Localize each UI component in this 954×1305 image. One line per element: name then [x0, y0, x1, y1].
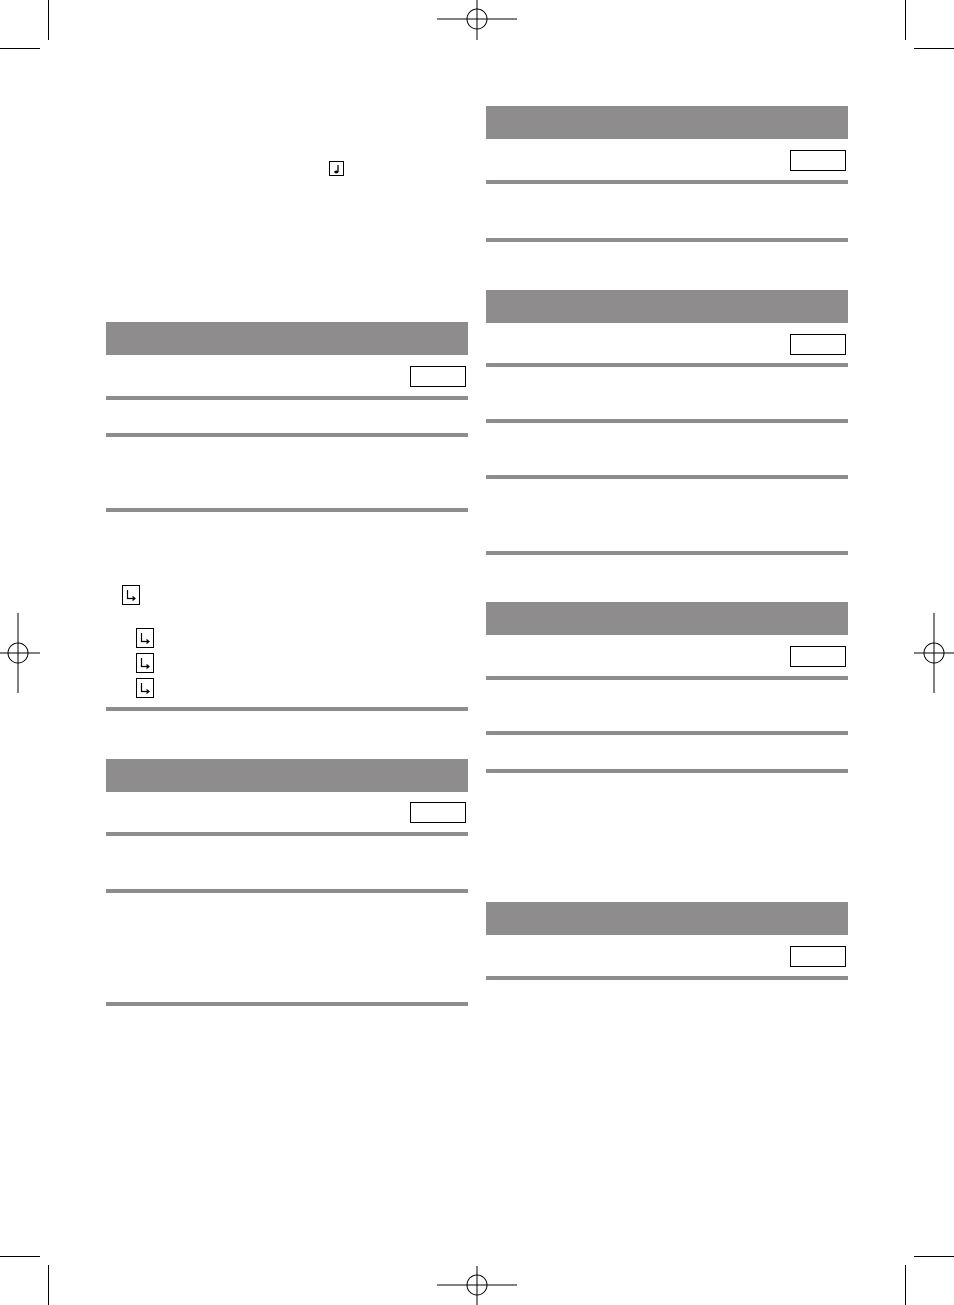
- section-rule: [486, 475, 848, 479]
- section-rule: [486, 731, 848, 735]
- crop-mark-top-left-v: [48, 0, 49, 40]
- crop-mark-bottom-right-v: [905, 1265, 906, 1305]
- section-rule: [486, 551, 848, 555]
- section-header-bar-3: [486, 106, 848, 139]
- section-rule: [106, 707, 468, 711]
- section-rule: [486, 419, 848, 423]
- label-box-3: [790, 150, 846, 171]
- label-box-6: [790, 946, 846, 967]
- return-arrow-icon: [136, 678, 154, 698]
- section-rule: [486, 676, 848, 680]
- section-rule: [106, 508, 468, 512]
- crop-mark-top-right-h: [914, 48, 954, 49]
- section-rule: [106, 1002, 468, 1006]
- registration-mark-left: [0, 613, 40, 693]
- return-arrow-icon: [136, 628, 154, 648]
- section-rule: [486, 238, 848, 242]
- label-box-5: [790, 646, 846, 667]
- section-rule: [106, 433, 468, 437]
- registration-mark-top: [437, 0, 517, 40]
- label-box-4: [790, 334, 846, 355]
- crop-mark-bottom-left-h: [0, 1256, 40, 1257]
- return-arrow-icon: [136, 653, 154, 673]
- section-rule: [106, 396, 468, 400]
- crop-mark-bottom-left-v: [48, 1265, 49, 1305]
- label-box-2: [410, 802, 466, 823]
- section-header-bar-4: [486, 290, 848, 323]
- music-note-icon: [329, 161, 344, 176]
- section-rule: [486, 180, 848, 184]
- registration-mark-right: [914, 613, 954, 693]
- section-rule: [486, 769, 848, 773]
- crop-mark-top-left-h: [0, 48, 40, 49]
- label-box-1: [410, 366, 466, 387]
- registration-mark-bottom: [437, 1266, 517, 1305]
- section-header-bar-2: [106, 759, 468, 792]
- return-arrow-icon: [122, 585, 140, 605]
- section-rule: [106, 889, 468, 893]
- section-header-bar-1: [106, 322, 468, 355]
- section-header-bar-5: [486, 602, 848, 635]
- section-rule: [106, 832, 468, 836]
- crop-mark-top-right-v: [905, 0, 906, 40]
- section-header-bar-6: [486, 902, 848, 935]
- section-rule: [486, 976, 848, 980]
- crop-mark-bottom-right-h: [914, 1256, 954, 1257]
- section-rule: [486, 363, 848, 367]
